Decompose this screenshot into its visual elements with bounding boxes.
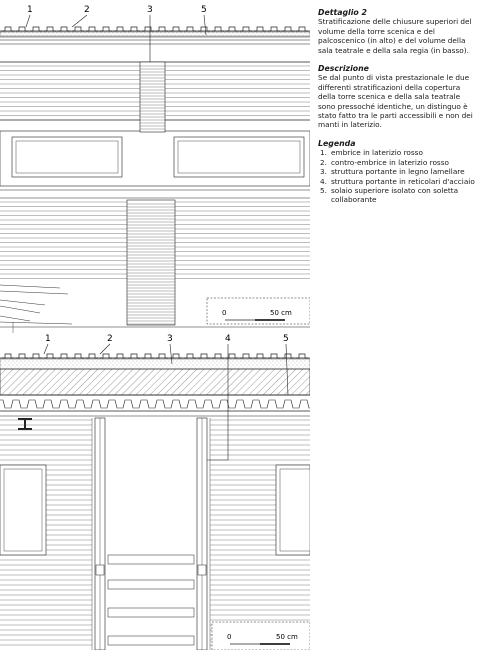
top-callout-4: 5 [201, 5, 207, 15]
detail-title: Dettaglio 2 [318, 8, 367, 17]
legend-heading: Legenda [318, 138, 356, 148]
top-detail [0, 5, 310, 333]
legend-item: 2. contro-embrice in laterizio rosso [320, 157, 449, 167]
top-callout-1: 1 [27, 5, 33, 15]
bottom-callout-3: 3 [167, 334, 173, 344]
bottom-scale-end: 50 cm [276, 633, 298, 641]
description-text: Se dal punto di vista prestazionale le due differenti stratificazioni della copertura della torre scenica e della sala teatrale sono pressoché identiche, un distinguo è stato fatto tra le parti accessibili e non dei manti in laterizio. [318, 73, 473, 130]
top-scale-zero: 0 [222, 309, 227, 317]
bottom-scale-bar [212, 622, 310, 650]
bottom-callout-1: 1 [45, 334, 51, 344]
legend-item: 5. solaio superiore isolato con soletta collaborante [320, 185, 459, 205]
bottom-callout-4: 4 [225, 334, 231, 344]
bottom-tile-row [2, 354, 308, 358]
top-callout-2: 2 [84, 5, 90, 15]
bottom-callout-5: 5 [283, 334, 289, 344]
legend-item: 3. struttura portante in legno lamellare [320, 167, 465, 177]
top-scale-bar [207, 298, 310, 324]
legend-list [318, 148, 478, 204]
notes-panel [318, 8, 478, 205]
top-callout-3: 3 [147, 5, 153, 15]
bottom-scale-zero: 0 [227, 633, 232, 641]
top-tile-row [2, 27, 308, 31]
bottom-detail [0, 334, 310, 650]
detail-intro: Stratificazione delle chiusure superiori del volume della torre scenica e del palcoscenico (in alto) e del volume della sala teatrale e della sala regia (in basso). [318, 17, 472, 55]
description-heading: Descrizione [318, 64, 369, 74]
top-scale-end: 50 cm [270, 309, 292, 317]
bottom-callout-2: 2 [107, 334, 113, 344]
legend-item: 1. embrice in laterizio rosso [320, 148, 423, 158]
legend-item: 4. struttura portante in reticolari d'acciaio [320, 176, 475, 186]
